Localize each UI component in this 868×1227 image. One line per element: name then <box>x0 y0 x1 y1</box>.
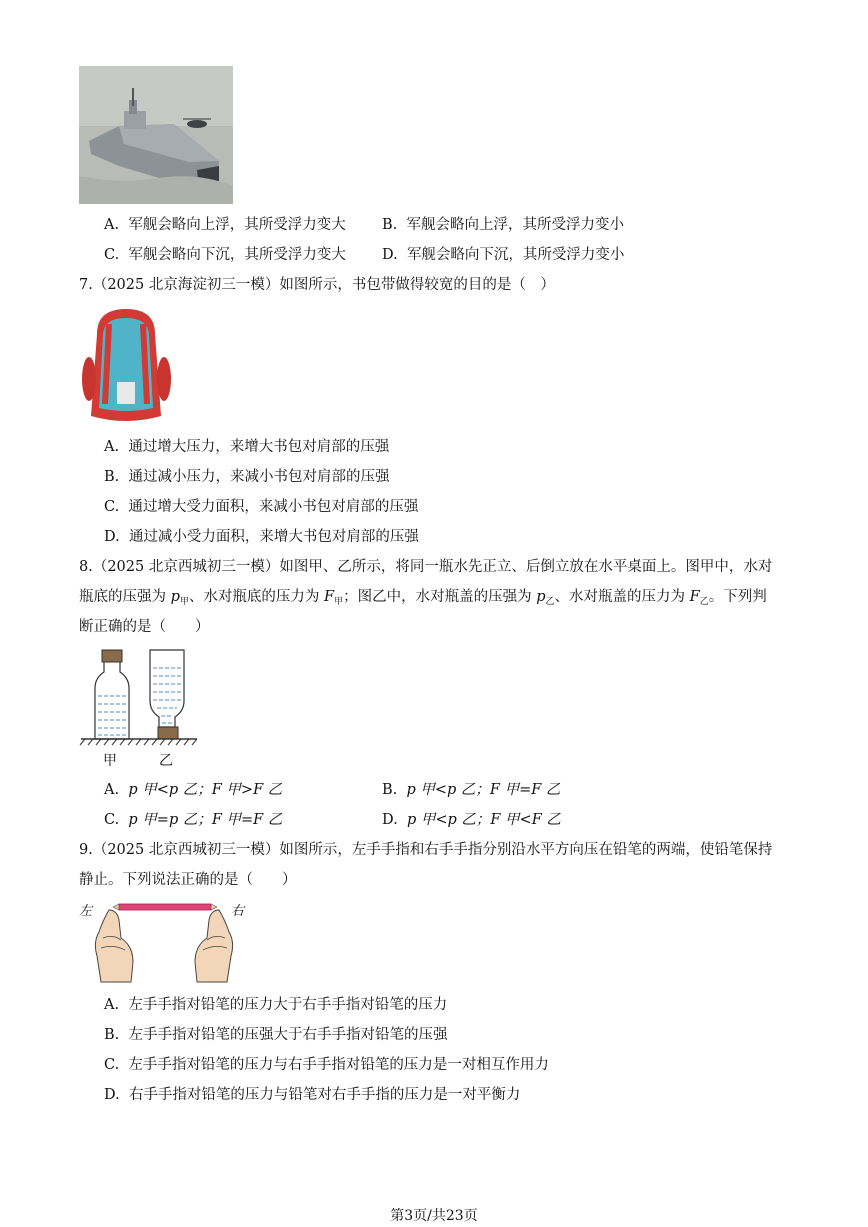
page-footer: 第3页/共23页 <box>390 1208 478 1224</box>
backpack-image <box>79 304 174 426</box>
q8-stem-line2: 瓶底的压强为 $p_甲$、水对瓶底的压力为 $F_甲$；图乙中，水对瓶盖的压强为 $p_乙$、水对瓶盖的压力为 $F_乙$。下列判 <box>79 589 767 607</box>
q7-option-c: C. 通过增大受力面积，来减小书包对肩部的压强 <box>104 499 419 515</box>
q8-option-d: D. p 甲<p 乙；F 甲<F 乙 <box>382 812 561 828</box>
fig-label-jia: 甲 <box>103 753 117 769</box>
bottles-diagram <box>79 646 199 768</box>
q9-stem-line1: 9.（2025 北京西城初三一模）如图所示，左手手指和右手手指分别沿水平方向压在铅笔的两端，使铅笔保持 <box>79 842 773 858</box>
q8-option-a: A. p 甲<p 乙；F 甲>F 乙 <box>104 782 283 798</box>
q9-stem-line2: 静止。下列说法正确的是（ ） <box>79 872 297 888</box>
q9-option-d: D. 右手手指对铅笔的压力与铅笔对右手手指的压力是一对平衡力 <box>104 1087 521 1103</box>
q7-option-d: D. 通过减小受力面积，来增大书包对肩部的压强 <box>104 529 419 545</box>
q9-option-a: A. 左手手指对铅笔的压力大于右手手指对铅笔的压力 <box>104 997 448 1013</box>
fig-label-yi: 乙 <box>159 753 173 769</box>
warship-image <box>79 66 233 204</box>
q7-option-a: A. 通过增大压力，来增大书包对肩部的压强 <box>104 439 390 455</box>
q7-option-b: B. 通过减小压力，来减小书包对肩部的压强 <box>104 469 390 485</box>
q6-option-a: A. 军舰会略向上浮，其所受浮力变大 <box>104 217 346 233</box>
fig-label-right: 右 <box>231 904 245 919</box>
q8-option-b: B. p 甲<p 乙；F 甲=F 乙 <box>382 782 561 798</box>
q6-option-d: D. 军舰会略向下沉，其所受浮力变小 <box>382 247 625 263</box>
fig-label-left: 左 <box>79 904 93 919</box>
q8-stem-line1: 8.（2025 北京西城初三一模）如图甲、乙所示，将同一瓶水先正立、后倒立放在水平桌面上。图甲中，水对 <box>79 559 773 575</box>
q9-option-c: C. 左手手指对铅笔的压力与右手手指对铅笔的压力是一对相互作用力 <box>104 1057 549 1073</box>
q7-stem: 7.（2025 北京海淀初三一模）如图所示，书包带做得较宽的目的是（ ） <box>79 277 555 293</box>
q8-stem-line3: 断正确的是（ ） <box>79 619 210 635</box>
q6-option-b: B. 军舰会略向上浮，其所受浮力变小 <box>382 217 624 233</box>
q6-option-c: C. 军舰会略向下沉，其所受浮力变大 <box>104 247 346 263</box>
q9-option-b: B. 左手手指对铅笔的压强大于右手手指对铅笔的压强 <box>104 1027 448 1043</box>
pencil-hands-diagram <box>79 898 249 984</box>
q8-option-c: C. p 甲=p 乙；F 甲=F 乙 <box>104 812 283 828</box>
